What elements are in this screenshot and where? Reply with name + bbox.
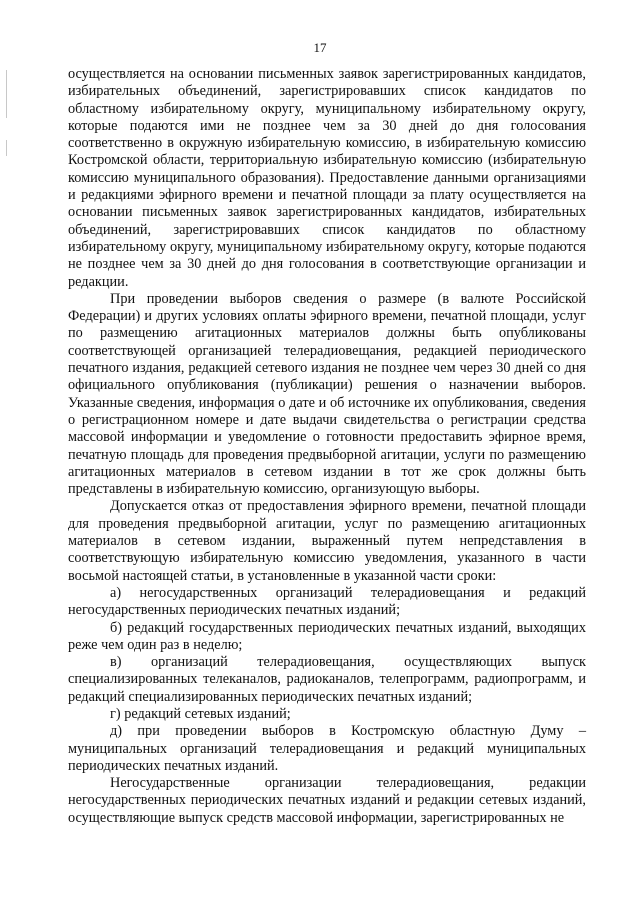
paragraph: При проведении выборов сведения о размере (в валюте Российской Федерации) и других условиях оплаты эфирного времени, печатной площади, услуг по размещению агитационных материалов должны быть опубликованы соответствующей организацией телерадиовещания, редакцией периодического печатного издания, редакцией сетевого издания не позднее чем через 30 дней со дня официального опубликования (публикации) решения о назначении выборов. Указанные сведения, информация о дате и об источнике их опубликования, сведения о регистрационном номере и дате выдачи свидетельства о регистрации средства массовой информации и уведомление о готовности предоставить эфирное время, печатную площадь для проведения предвыборной агитации, услуги по размещению агитационных материалов в сетевом издании в тот же срок должны быть представлены в избирательную комиссию, организующую выборы.	[68, 290, 586, 498]
paragraph: осуществляется на основании письменных заявок зарегистрированных кандидатов, избирательных объединений, зарегистрировавших список кандидатов по областному избирательному округу, муниципальному избирательному округу, которые подаются ими не позднее чем за 30 дней до дня голосования соответственно в окружную избирательную комиссию, в избирательную комиссию Костромской области, территориальную избирательную комиссию (избирательную комиссию муниципального образования). Предоставление данными организациями и редакциями эфирного времени и печатной площади за плату осуществляется на основании письменных заявок зарегистрированных кандидатов, избирательных объединений, зарегистрировавших список кандидатов по областному избирательному округу, муниципальному избирательному округу, которые подаются не позднее чем за 30 дней до дня голосования в соответствующие организации и редакции.	[68, 66, 586, 290]
paragraph: Негосударственные организации телерадиовещания, редакции негосударственных периодических печатных изданий и редакции сетевых изданий, осуществляющие выпуск средств массовой информации, зарегистрированных не	[68, 775, 586, 826]
document-body	[68, 66, 586, 827]
list-item-g: г) редакций сетевых изданий;	[110, 705, 291, 722]
list-item-b: б) редакций государственных периодических печатных изданий, выходящих реже чем один раз в неделю;	[68, 619, 586, 653]
scan-edge-mark	[6, 140, 7, 156]
list-item-d: д) при проведении выборов в Костромскую областную Думу – муниципальных организаций телерадиовещания и редакций муниципальных периодических печатных изданий.	[68, 723, 586, 774]
paragraph: Допускается отказ от предоставления эфирного времени, печатной площади для проведения предвыборной агитации, услуг по размещению агитационных материалов в сетевом издании, выраженный путем непредставления в соответствующую избирательную комиссию уведомления, указанного в части восьмой настоящей статьи, в установленные в указанной части сроки:	[68, 498, 586, 584]
scan-edge-mark	[6, 70, 7, 118]
page-number: 17	[313, 40, 327, 55]
list-item-a: а) негосударственных организаций телерадиовещания и редакций негосударственных периодических печатных изданий;	[68, 584, 586, 619]
list-item-v: в) организаций телерадиовещания, осуществляющих выпуск специализированных телеканалов, радиоканалов, телепрограмм, радиопрограмм, и редакций специализированных периодических печатных изданий;	[68, 654, 586, 705]
